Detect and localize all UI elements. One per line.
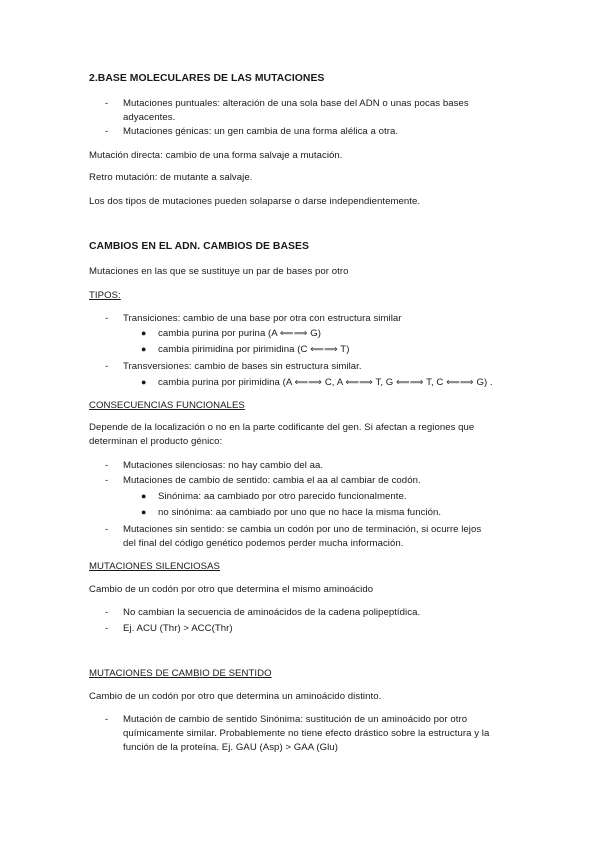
sublist-item-text: Sinónima: aa cambiado por otro parecido funcionalmente.: [158, 491, 407, 502]
sublist-item-text: cambia pirimidina por pirimidina (C ⟸⟹ T): [158, 344, 350, 355]
section-title-silenciosas: MUTACIONES SILENCIOSAS: [89, 561, 220, 572]
dash-marker: -: [105, 475, 109, 486]
paragraph: determinan el producto génico:: [89, 436, 223, 447]
dash-marker: -: [105, 98, 109, 109]
dash-marker: -: [105, 607, 109, 618]
list-item-text: función de la proteína. Ej. GAU (Asp) > GAA (Glu): [123, 742, 338, 753]
paragraph: Retro mutación: de mutante a salvaje.: [89, 172, 253, 183]
bullet-marker: ●: [141, 507, 147, 517]
paragraph: Los dos tipos de mutaciones pueden solaparse o darse independientemente.: [89, 196, 421, 207]
subheading-tipos: TIPOS:: [89, 290, 121, 301]
paragraph: Depende de la localización o no en la parte codificante del gen. Si afectan a regiones que: [89, 422, 475, 433]
list-item-text: Transiciones: cambio de una base por otra con estructura similar: [123, 313, 402, 324]
list-item-text: del final del código genético podemos perder mucha información.: [123, 538, 404, 549]
list-item-text: No cambian la secuencia de aminoácidos de la cadena polipeptídica.: [123, 607, 421, 618]
paragraph: Cambio de un codón por otro que determina el mismo aminoácido: [89, 584, 374, 595]
section-title-consecuencias: CONSECUENCIAS FUNCIONALES: [89, 400, 245, 411]
bullet-marker: ●: [141, 328, 147, 338]
dash-marker: -: [105, 313, 109, 324]
dash-marker: -: [105, 126, 109, 137]
list-item-text: Mutaciones génicas: un gen cambia de una forma alélica a otra.: [123, 126, 399, 137]
dash-marker: -: [105, 714, 109, 725]
list-item-text: Mutaciones de cambio de sentido: cambia el aa al cambiar de codón.: [123, 475, 421, 486]
bullet-marker: ●: [141, 344, 147, 354]
bullet-marker: ●: [141, 377, 147, 387]
dash-marker: -: [105, 361, 109, 372]
paragraph: Mutaciones en las que se sustituye un par de bases por otro: [89, 266, 349, 277]
section-title-bases-moleculares: 2.BASE MOLECULARES DE LAS MUTACIONES: [89, 73, 325, 84]
list-item-text: Mutaciones puntuales: alteración de una sola base del ADN o unas pocas bases: [123, 98, 469, 109]
list-item-text: químicamente similar. Probablemente no tiene efecto drástico sobre la estructura y la: [123, 728, 490, 739]
dash-marker: -: [105, 460, 109, 471]
list-item-text: Mutaciones sin sentido: se cambia un codón por uno de terminación, si ocurre lejos: [123, 524, 482, 535]
section-title-cambios-adn: CAMBIOS EN EL ADN. CAMBIOS DE BASES: [89, 241, 309, 252]
sublist-item-text: cambia purina por pirimidina (A ⟸⟹ C, A ⟸⟹ T, G ⟸⟹ T, C ⟸⟹ G) .: [158, 377, 493, 388]
section-title-cambio-sentido: MUTACIONES DE CAMBIO DE SENTIDO: [89, 668, 272, 679]
dash-marker: -: [105, 623, 109, 634]
list-item-text: adyacentes.: [123, 112, 176, 123]
sublist-item-text: no sinónima: aa cambiado por uno que no hace la misma función.: [158, 507, 442, 518]
dash-marker: -: [105, 524, 109, 535]
list-item-text: Mutación de cambio de sentido Sinónima: sustitución de un aminoácido por otro: [123, 714, 468, 725]
list-item-text: Mutaciones silenciosas: no hay cambio del aa.: [123, 460, 324, 471]
paragraph: Cambio de un codón por otro que determina un aminoácido distinto.: [89, 691, 382, 702]
sublist-item-text: cambia purina por purina (A ⟸⟹ G): [158, 328, 322, 339]
list-item-text: Ej. ACU (Thr) > ACC(Thr): [123, 623, 233, 634]
bullet-marker: ●: [141, 491, 147, 501]
list-item-text: Transversiones: cambio de bases sin estructura similar.: [123, 361, 362, 372]
paragraph: Mutación directa: cambio de una forma salvaje a mutación.: [89, 150, 343, 161]
